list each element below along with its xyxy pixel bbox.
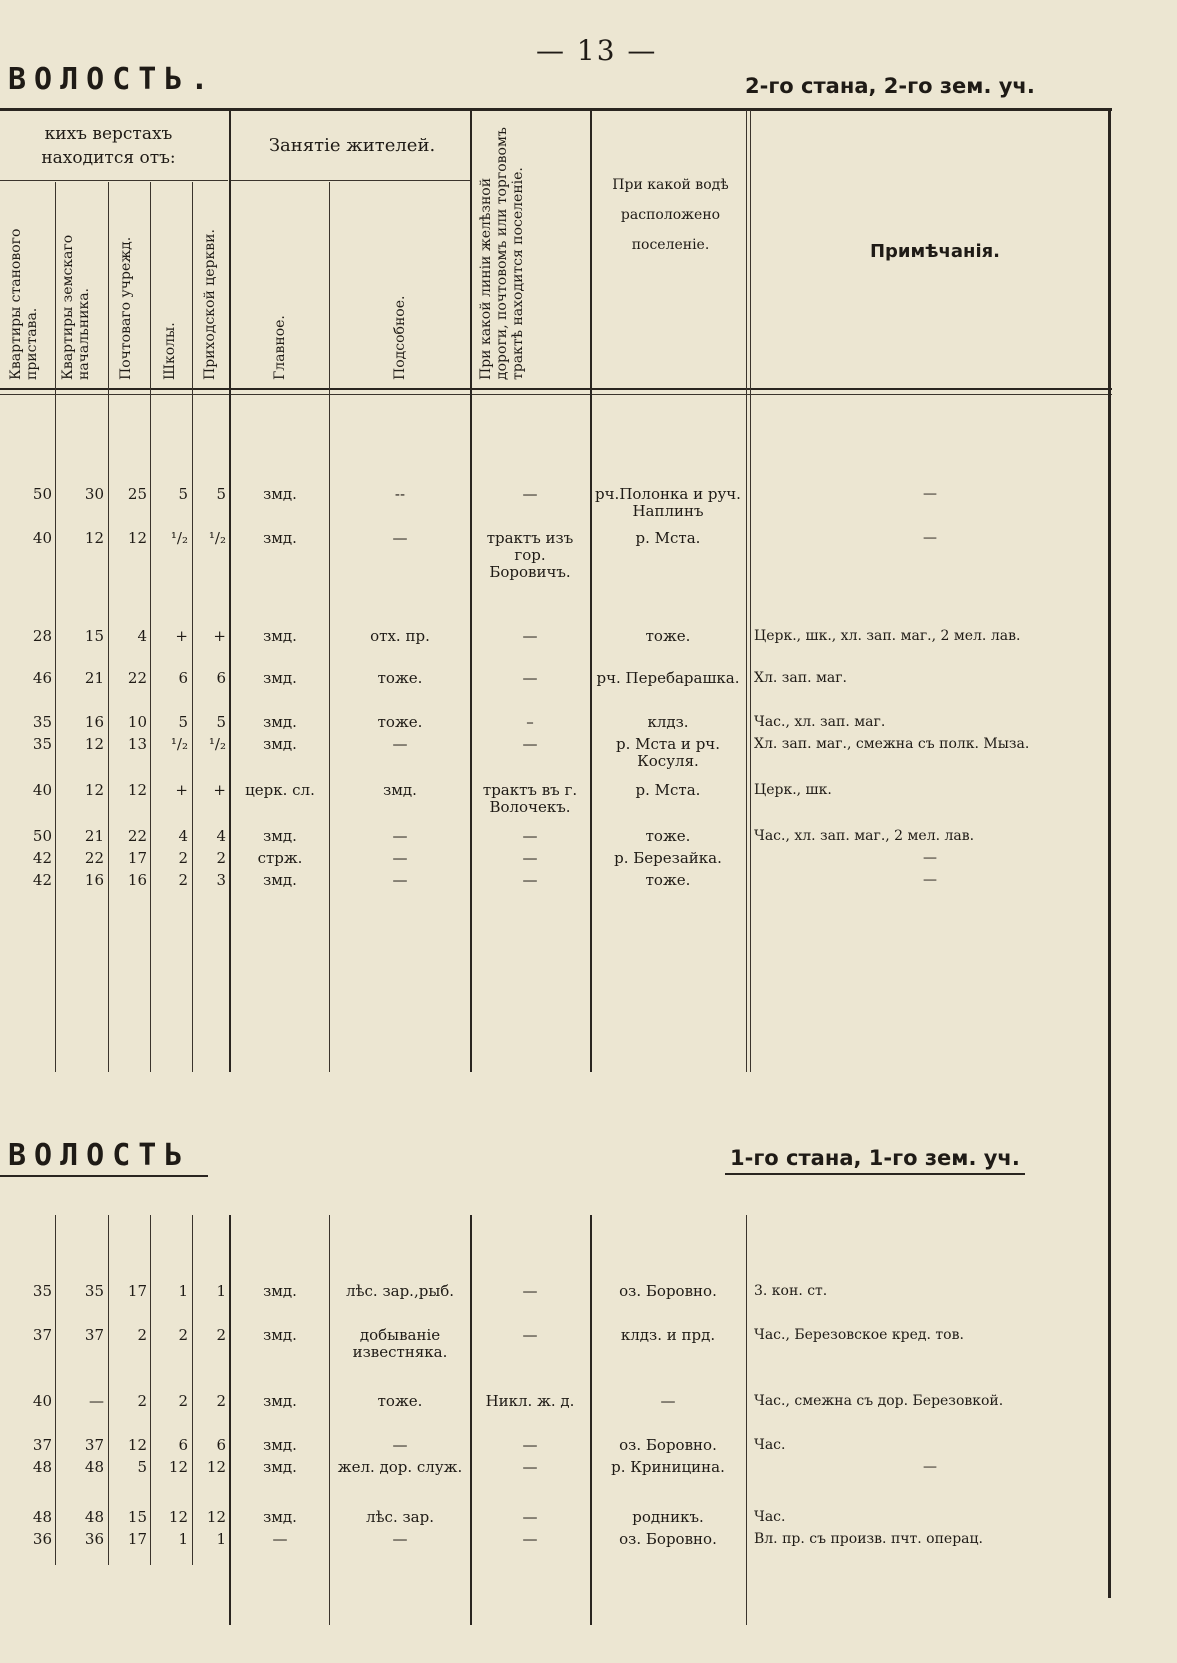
road-cell: — <box>522 485 538 503</box>
distance-cell: 2 <box>178 1392 188 1410</box>
water-cell: р. Мста и рч. Косуля. <box>616 735 720 770</box>
water-cell: — <box>660 1392 676 1410</box>
distance-cell: 48 <box>84 1458 104 1476</box>
distance-cell: 40 <box>32 1392 52 1410</box>
col-header-road: При какой линіи желѣзной дороги, почтовомъ или торговомъ трактѣ находится поселеніе. <box>478 127 526 380</box>
distance-cell: 21 <box>84 827 104 845</box>
water-cell: клдз. и прд. <box>620 1326 716 1344</box>
note-cell: Час. <box>754 1509 786 1525</box>
water-cell: тоже. <box>645 871 691 889</box>
distance-cell: ¹/₂ <box>208 529 226 547</box>
col-header-zemsky: Квартиры земскаго начальника. <box>60 234 92 380</box>
distance-cell: 2 <box>216 849 226 867</box>
distance-cell: + <box>213 781 226 799</box>
header-bottom-rule <box>0 388 1112 390</box>
distance-cell: 12 <box>127 781 147 799</box>
distance-cell: 12 <box>168 1458 188 1476</box>
distance-cell: 35 <box>84 1282 104 1300</box>
distance-cell: 35 <box>32 735 52 753</box>
occupation-aux-cell: -- <box>394 485 406 503</box>
distance-cell: 1 <box>178 1530 188 1548</box>
note-cell: Час., хл. зап. маг. <box>754 714 886 730</box>
col-header-main: Главное. <box>272 315 288 380</box>
col-divider <box>229 1215 231 1625</box>
occupation-main-cell: змд. <box>263 485 297 503</box>
col-divider <box>192 1215 193 1565</box>
water-cell: р. Березайка. <box>614 849 722 867</box>
distance-cell: 1 <box>216 1282 226 1300</box>
occupation-main-cell: змд. <box>263 1458 297 1476</box>
distance-cell: 5 <box>216 713 226 731</box>
occupation-aux-cell: отх. пр. <box>370 627 430 645</box>
road-cell: — <box>522 849 538 867</box>
distance-cell: 6 <box>178 1436 188 1454</box>
note-cell: Час., хл. зап. маг., 2 мел. лав. <box>754 828 975 844</box>
road-cell: — <box>522 871 538 889</box>
distance-cell: 35 <box>32 713 52 731</box>
note-cell: Час. <box>754 1437 786 1453</box>
col-divider <box>590 110 592 1072</box>
distance-group-header: кихъ верстахъ находится отъ: <box>41 124 176 168</box>
occupation-aux-cell: — <box>392 735 408 753</box>
occupation-main-cell: змд. <box>263 1508 297 1526</box>
distance-cell: 37 <box>32 1326 52 1344</box>
distance-cell: + <box>175 627 188 645</box>
note-cell: — <box>923 486 937 502</box>
occupation-aux-cell: тоже. <box>377 713 423 731</box>
water-cell: р. Криницина. <box>611 1458 725 1476</box>
section-subtitle: 2-го стана, 2-го зем. уч. <box>745 74 1035 98</box>
distance-cell: 12 <box>84 735 104 753</box>
occupation-main-cell: змд. <box>263 1436 297 1454</box>
distance-cell: 12 <box>84 781 104 799</box>
occupation-main-cell: змд. <box>263 827 297 845</box>
distance-cell: 2 <box>178 849 188 867</box>
occupation-group-header: Занятіе жителей. <box>268 135 436 156</box>
water-cell: оз. Боровно. <box>619 1282 717 1300</box>
distance-cell: + <box>175 781 188 799</box>
note-cell: Час., смежна съ дор. Березовкой. <box>754 1393 1004 1409</box>
distance-cell: 1 <box>178 1282 188 1300</box>
water-cell: родникъ. <box>632 1508 704 1526</box>
col-header-notes: Примѣчанія. <box>869 241 1001 262</box>
col-divider <box>150 182 151 1072</box>
road-cell: — <box>522 827 538 845</box>
distance-cell: 5 <box>178 485 188 503</box>
water-cell: тоже. <box>645 627 691 645</box>
section2-title-underline <box>0 1175 208 1177</box>
right-border <box>1108 108 1111 1598</box>
col-divider <box>55 1215 56 1565</box>
distance-cell: ¹/₂ <box>208 735 226 753</box>
water-cell: клдз. <box>647 713 689 731</box>
distance-cell: 16 <box>127 871 147 889</box>
col-divider <box>329 182 330 1072</box>
occupation-aux-cell: тоже. <box>377 1392 423 1410</box>
distance-cell: 22 <box>127 827 147 845</box>
water-cell: р. Мста. <box>635 529 701 547</box>
note-cell: Церк., шк., хл. зап. маг., 2 мел. лав. <box>754 628 1021 644</box>
distance-cell: 6 <box>216 1436 226 1454</box>
distance-cell: — <box>89 1392 104 1410</box>
section2-subtitle-underline <box>725 1173 1025 1175</box>
occupation-aux-cell: лѣс. зар.,рыб. <box>345 1282 455 1300</box>
occupation-aux-cell: — <box>392 827 408 845</box>
road-cell: Никл. ж. д. <box>485 1392 575 1410</box>
occupation-aux-cell: — <box>392 849 408 867</box>
distance-cell: 12 <box>84 529 104 547</box>
distance-cell: 30 <box>84 485 104 503</box>
distance-cell: 2 <box>178 871 188 889</box>
road-cell: — <box>522 1458 538 1476</box>
note-cell: Хл. зап. маг., смежна съ полк. Мыза. <box>754 736 1030 752</box>
occupation-main-cell: змд. <box>263 1326 297 1344</box>
page-number: — 13 — <box>536 34 658 67</box>
distance-cell: 36 <box>32 1530 52 1548</box>
distance-cell: 5 <box>137 1458 147 1476</box>
road-cell: — <box>522 1508 538 1526</box>
distance-cell: 35 <box>32 1282 52 1300</box>
distance-cell: 2 <box>216 1326 226 1344</box>
distance-cell: 6 <box>178 669 188 687</box>
distance-cell: 36 <box>84 1530 104 1548</box>
occupation-main-cell: змд. <box>263 529 297 547</box>
occupation-aux-cell: лѣс. зар. <box>365 1508 434 1526</box>
water-cell: оз. Боровно. <box>619 1436 717 1454</box>
distance-cell: 10 <box>127 713 147 731</box>
note-cell: — <box>923 1459 937 1475</box>
header-bottom-rule-2 <box>0 394 1112 395</box>
col-divider <box>150 1215 151 1565</box>
distance-cell: 1 <box>216 1530 226 1548</box>
distance-cell: 48 <box>32 1458 52 1476</box>
distance-cell: 21 <box>84 669 104 687</box>
distance-cell: 50 <box>32 485 52 503</box>
distance-cell: 2 <box>137 1392 147 1410</box>
distance-cell: 25 <box>127 485 147 503</box>
distance-cell: 37 <box>84 1326 104 1344</box>
col-divider <box>55 182 56 1072</box>
distance-cell: 40 <box>32 781 52 799</box>
distance-cell: 16 <box>84 871 104 889</box>
distance-cell: 50 <box>32 827 52 845</box>
water-cell: рч.Полонка и руч. Наплинъ <box>595 485 741 520</box>
distance-cell: 12 <box>206 1508 226 1526</box>
distance-cell: 15 <box>84 627 104 645</box>
distance-cell: 2 <box>216 1392 226 1410</box>
distance-cell: 13 <box>127 735 147 753</box>
distance-cell: 3 <box>216 871 226 889</box>
occupation-main-cell: змд. <box>263 1282 297 1300</box>
distance-cell: 48 <box>32 1508 52 1526</box>
col-divider <box>750 110 751 1072</box>
col-header-pristav: Квартиры станового пристава. <box>8 228 40 380</box>
col-header-aux: Подсобное. <box>392 295 408 380</box>
distance-cell: 22 <box>84 849 104 867</box>
occupation-main-cell: змд. <box>263 871 297 889</box>
col-divider <box>108 182 109 1072</box>
note-cell: 3. кон. ст. <box>754 1283 828 1299</box>
distance-cell: 17 <box>127 849 147 867</box>
distance-cell: + <box>213 627 226 645</box>
water-cell: тоже. <box>645 827 691 845</box>
road-cell: — <box>522 1530 538 1548</box>
col-header-church: Приходской церкви. <box>202 229 218 380</box>
col-divider <box>470 1215 472 1625</box>
occupation-main-cell: стрж. <box>257 849 303 867</box>
col-divider <box>108 1215 109 1565</box>
distance-subheader-rule <box>0 180 228 181</box>
note-cell: — <box>923 530 937 546</box>
distance-cell: 48 <box>84 1508 104 1526</box>
occupation-aux-cell: тоже. <box>377 669 423 687</box>
water-cell: р. Мста. <box>635 781 701 799</box>
distance-cell: 15 <box>127 1508 147 1526</box>
road-cell: — <box>522 627 538 645</box>
note-cell: — <box>923 850 937 866</box>
occupation-main-cell: змд. <box>263 1392 297 1410</box>
section2-subtitle: 1-го стана, 1-го зем. уч. <box>730 1146 1020 1170</box>
occupation-main-cell: — <box>272 1530 288 1548</box>
col-header-post: Почтоваго учрежд. <box>118 236 134 380</box>
occupation-aux-cell: жел. дор. служ. <box>337 1458 463 1476</box>
note-cell: Вл. пр. съ произв. пчт. операц. <box>754 1531 983 1547</box>
occupation-subheader-rule <box>230 180 470 181</box>
distance-cell: 16 <box>84 713 104 731</box>
note-cell: Час., Березовское кред. тов. <box>754 1327 964 1343</box>
road-cell: — <box>522 669 538 687</box>
distance-cell: 4 <box>178 827 188 845</box>
distance-cell: ¹/₂ <box>170 529 188 547</box>
occupation-main-cell: змд. <box>263 713 297 731</box>
section2-title: ВОЛОСТЬ <box>8 1138 191 1173</box>
note-cell: Хл. зап. маг. <box>754 670 847 686</box>
distance-cell: 17 <box>127 1530 147 1548</box>
occupation-aux-cell: змд. <box>383 781 417 799</box>
table-top-rule <box>0 108 1112 111</box>
col-divider <box>470 110 472 1072</box>
col-divider <box>192 182 193 1072</box>
occupation-aux-cell: — <box>392 1436 408 1454</box>
col-divider <box>590 1215 592 1625</box>
road-cell: – <box>526 713 534 731</box>
distance-cell: 42 <box>32 849 52 867</box>
note-cell: Церк., шк. <box>754 782 832 798</box>
col-divider <box>746 1215 747 1625</box>
occupation-aux-cell: — <box>392 871 408 889</box>
road-cell: трактъ въ г. Волочекъ. <box>482 781 578 816</box>
occupation-aux-cell: — <box>392 1530 408 1548</box>
occupation-main-cell: змд. <box>263 735 297 753</box>
section-title: ВОЛОСТЬ. <box>8 62 217 97</box>
distance-cell: 2 <box>178 1326 188 1344</box>
occupation-main-cell: змд. <box>263 669 297 687</box>
road-cell: трактъ изъ гор. Боровичъ. <box>486 529 574 581</box>
distance-cell: ¹/₂ <box>170 735 188 753</box>
col-divider <box>746 110 747 1072</box>
distance-cell: 37 <box>84 1436 104 1454</box>
distance-cell: 28 <box>32 627 52 645</box>
distance-cell: 42 <box>32 871 52 889</box>
col-header-water: При какой водѣ расположено поселеніе. <box>612 177 729 253</box>
col-divider <box>329 1215 330 1625</box>
distance-cell: 46 <box>32 669 52 687</box>
distance-cell: 22 <box>127 669 147 687</box>
occupation-aux-cell: — <box>392 529 408 547</box>
road-cell: — <box>522 735 538 753</box>
distance-cell: 12 <box>206 1458 226 1476</box>
water-cell: рч. Перебарашка. <box>596 669 740 687</box>
occupation-main-cell: церк. сл. <box>245 781 315 799</box>
distance-cell: 5 <box>178 713 188 731</box>
distance-cell: 12 <box>127 529 147 547</box>
water-cell: оз. Боровно. <box>619 1530 717 1548</box>
road-cell: — <box>522 1436 538 1454</box>
distance-cell: 12 <box>127 1436 147 1454</box>
occupation-main-cell: змд. <box>263 627 297 645</box>
distance-cell: 4 <box>137 627 147 645</box>
distance-cell: 40 <box>32 529 52 547</box>
road-cell: — <box>522 1326 538 1344</box>
distance-cell: 4 <box>216 827 226 845</box>
distance-cell: 5 <box>216 485 226 503</box>
note-cell: — <box>923 872 937 888</box>
distance-cell: 6 <box>216 669 226 687</box>
col-divider <box>229 110 231 1072</box>
road-cell: — <box>522 1282 538 1300</box>
distance-cell: 12 <box>168 1508 188 1526</box>
col-header-school: Школы. <box>162 322 178 380</box>
distance-cell: 37 <box>32 1436 52 1454</box>
occupation-aux-cell: добываніе известняка. <box>352 1326 448 1361</box>
distance-cell: 2 <box>137 1326 147 1344</box>
distance-cell: 17 <box>127 1282 147 1300</box>
